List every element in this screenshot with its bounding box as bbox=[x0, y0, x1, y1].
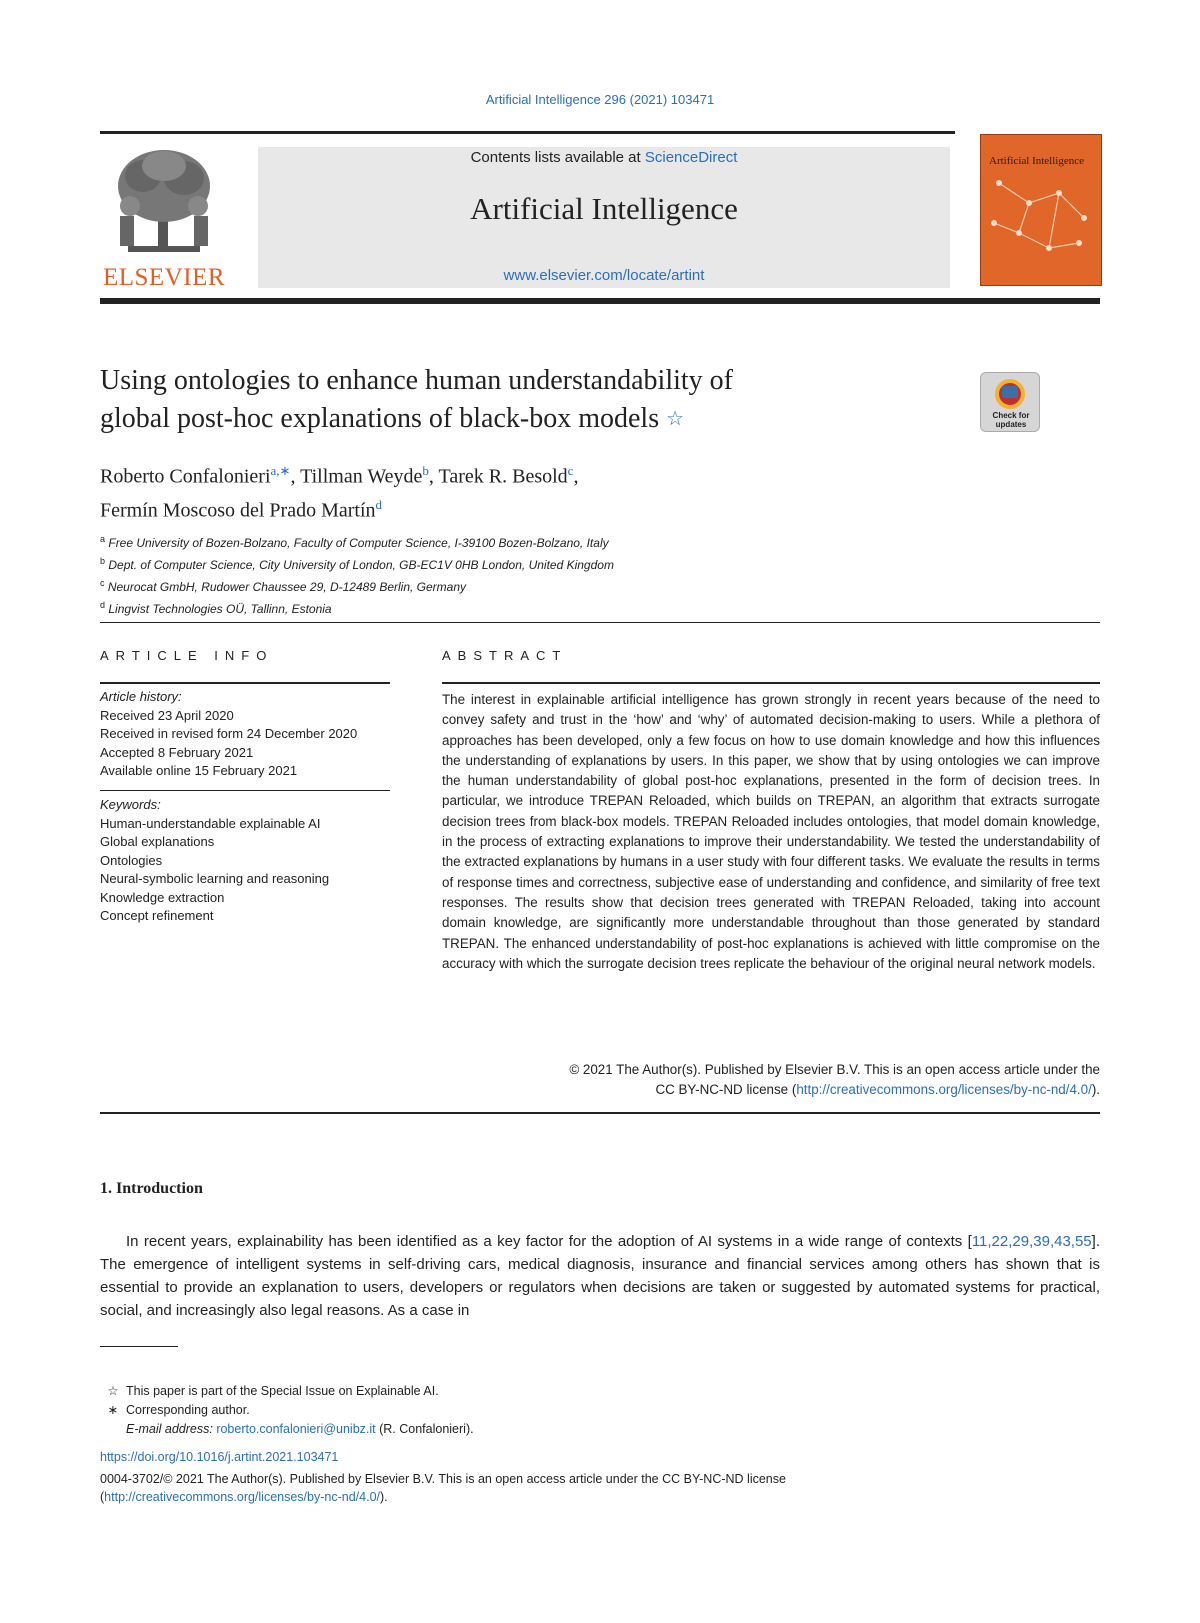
author-sup[interactable]: b bbox=[422, 463, 429, 478]
intro-paragraph bbox=[100, 1230, 1100, 1322]
article-info-heading: ARTICLE INFO bbox=[100, 648, 274, 663]
journal-banner bbox=[258, 147, 950, 288]
journal-reference[interactable]: Artificial Intelligence 296 (2021) 103471 bbox=[485, 92, 715, 107]
author-name[interactable]: Roberto Confalonieri bbox=[100, 465, 271, 488]
license-link[interactable]: http://creativecommons.org/licenses/by-nc-nd/4.0/ bbox=[796, 1082, 1092, 1097]
abstract-copyright bbox=[442, 1060, 1100, 1100]
author-sup[interactable]: c bbox=[567, 463, 574, 478]
footnote-star-mark: ☆ bbox=[107, 1384, 119, 1398]
header-top-rule bbox=[100, 131, 955, 134]
check-for-updates-button[interactable] bbox=[980, 372, 1040, 432]
email-suffix: (R. Confalonieri). bbox=[375, 1422, 474, 1436]
history-label: Article history: bbox=[100, 689, 182, 704]
issn-license-link[interactable]: http://creativecommons.org/licenses/by-nc-nd/4.0/ bbox=[104, 1490, 380, 1504]
elsevier-tree-icon bbox=[108, 146, 220, 264]
keyword-item: Concept refinement bbox=[100, 908, 214, 923]
intro-text-a: In recent years, explainability has been identified as a key factor for the adoption of AI systems in a wide range of contexts [ bbox=[126, 1233, 972, 1250]
footnote-star-text: This paper is part of the Special Issue on Explainable AI. bbox=[126, 1384, 439, 1398]
header-bottom-rule bbox=[100, 298, 1100, 304]
affiliation-mark: d bbox=[100, 600, 106, 610]
cover-title: Artificial Intelligence bbox=[989, 155, 1084, 167]
keywords-label: Keywords: bbox=[100, 797, 161, 812]
abstract-rule bbox=[442, 682, 1100, 684]
section-heading-introduction: 1. Introduction bbox=[100, 1180, 203, 1197]
keyword-item: Global explanations bbox=[100, 834, 215, 849]
affiliation-text: Dept. of Computer Science, City University of London, GB-EC1V 0HB London, United Kingdom bbox=[108, 558, 614, 572]
keyword-item: Neural-symbolic learning and reasoning bbox=[100, 871, 330, 886]
keywords-rule bbox=[100, 790, 390, 791]
affiliation-mark: c bbox=[100, 578, 105, 588]
keyword-item: Human-understandable explainable AI bbox=[100, 815, 321, 831]
author-name[interactable]: Fermín Moscoso del Prado Martín bbox=[100, 499, 376, 522]
cover-graph-icon bbox=[989, 173, 1093, 268]
author-sup[interactable]: d bbox=[375, 496, 383, 512]
contents-line bbox=[258, 149, 950, 166]
info-top-rule bbox=[100, 622, 1100, 623]
issn-line: 0004-3702/© 2021 The Author(s). Published by Elsevier B.V. This is an open access article under the CC BY-NC-ND license bbox=[100, 1472, 786, 1486]
author-separator: , bbox=[573, 465, 579, 488]
affiliation-item bbox=[100, 596, 1000, 618]
issn-suffix: ). bbox=[380, 1490, 388, 1504]
history-item: Received 23 April 2020 bbox=[100, 707, 234, 723]
abstract-text: The interest in explainable artificial intelligence has grown strongly in recent years because of the need to convey safety and trust in the ‘how’ and ‘why’ of automated decision-making to users. While a plethora of approaches has been developed, only a few focus on how to use domain knowledge and how this influences the understanding of explanations by users. In this paper, we show that by using ontologies we can improve the human understandability of global post-hoc explanations, presented in the form of decision trees. In particular, we introduce TREPAN Reloaded, which builds on TREPAN, an algorithm that extracts surrogate decision trees from black-box models. TREPAN Reloaded includes ontologies, that model domain knowledge, in the process of extracting explanations to improve their understandability. We tested the understandability of the extracted explanations by humans in a user study with four different tasks. We evaluate the results in terms of response times and correctness, subjective ease of understanding and confidence, and similarity of free text responses. The results show that decision trees generated with TREPAN Reloaded, taking into account domain knowledge, are significantly more understandable throughout than those generated by standard TREPAN. The enhanced understandability of post-hoc explanations is achieved with little compromise on the accuracy with which the surrogate decision trees replicate the behaviour of the original neural network models. bbox=[442, 692, 1100, 971]
copyright-line-1: © 2021 The Author(s). Published by Elsevier B.V. This is an open access article under the bbox=[569, 1062, 1100, 1077]
issn-license bbox=[100, 1470, 1000, 1506]
author-name[interactable]: Tillman Weyde bbox=[300, 465, 423, 488]
keyword-item: Ontologies bbox=[100, 852, 163, 868]
footnotes bbox=[100, 1382, 900, 1439]
footnote-email bbox=[100, 1420, 900, 1439]
affiliation-text: Lingvist Technologies OÜ, Tallinn, Estonia bbox=[108, 602, 332, 616]
abstract-heading: ABSTRACT bbox=[442, 648, 568, 663]
check-updates-label: Check for updates bbox=[992, 411, 1030, 429]
footnote-rule bbox=[100, 1346, 178, 1347]
author-separator: , bbox=[428, 465, 439, 488]
title-line-1: Using ontologies to enhance human understandability of bbox=[100, 365, 733, 396]
sciencedirect-link[interactable]: ScienceDirect bbox=[644, 149, 738, 166]
copyright-suffix: ). bbox=[1091, 1082, 1100, 1097]
intro-text-b: ]. The emergence of intelligent systems in self-driving cars, medical diagnosis, insurance and financial services among others has shown that is essential to provide an explanation to users, developers or regulators when decisions are taken or suggested by automated systems for practical, social, and increasingly also legal reasons. As a case in bbox=[100, 1233, 1100, 1319]
author-sup[interactable]: a,∗ bbox=[270, 463, 291, 478]
email-link[interactable]: roberto.confalonieri@unibz.it bbox=[216, 1422, 376, 1436]
email-label: E-mail address: bbox=[126, 1422, 217, 1436]
history-item: Available online 15 February 2021 bbox=[100, 763, 298, 778]
affiliation-item bbox=[100, 574, 1000, 596]
title-footnote-star[interactable]: ☆ bbox=[666, 408, 685, 430]
doi-link[interactable]: https://doi.org/10.1016/j.artint.2021.103471 bbox=[100, 1450, 339, 1464]
affiliations bbox=[100, 530, 1000, 618]
affiliation-mark: b bbox=[100, 556, 106, 566]
affiliation-mark: a bbox=[100, 534, 106, 544]
footnote-star bbox=[100, 1382, 900, 1401]
article-info-rule bbox=[100, 682, 390, 684]
footnote-corresponding bbox=[100, 1401, 900, 1420]
history-item: Accepted 8 February 2021 bbox=[100, 744, 254, 760]
check-updates-bookmark-icon bbox=[1002, 386, 1018, 398]
elsevier-logo[interactable] bbox=[100, 142, 228, 292]
article-history bbox=[100, 688, 400, 781]
copyright-prefix: CC BY-NC-ND license ( bbox=[655, 1082, 797, 1097]
journal-url-link[interactable]: www.elsevier.com/locate/artint bbox=[503, 267, 705, 284]
journal-title: Artificial Intelligence bbox=[470, 191, 738, 226]
history-item: Received in revised form 24 December 2020 bbox=[100, 726, 358, 741]
author-name[interactable]: Tarek R. Besold bbox=[438, 465, 568, 488]
footnote-corr-mark: ∗ bbox=[107, 1403, 119, 1417]
author-list bbox=[100, 457, 1000, 524]
affiliation-item bbox=[100, 530, 1000, 552]
author-separator: , bbox=[290, 465, 301, 488]
issn-license-line: (http://creativecommons.org/licenses/by-nc-nd/4.0/). bbox=[100, 1490, 388, 1504]
journal-cover[interactable] bbox=[980, 134, 1102, 286]
copyright-line-2 bbox=[442, 1080, 1100, 1100]
citation-links[interactable]: 11,22,29,39,43,55 bbox=[971, 1233, 1092, 1250]
affiliation-text: Free University of Bozen-Bolzano, Faculty of Computer Science, I-39100 Bozen-Bolzano, Italy bbox=[108, 536, 609, 550]
elsevier-wordmark: ELSEVIER bbox=[102, 264, 226, 291]
paper-title bbox=[100, 362, 900, 438]
keywords bbox=[100, 796, 400, 926]
title-line-2: global post-hoc explanations of black-box models bbox=[100, 403, 660, 434]
affiliation-item bbox=[100, 552, 1000, 574]
affiliation-text: Neurocat GmbH, Rudower Chaussee 29, D-12489 Berlin, Germany bbox=[107, 580, 467, 594]
abstract-bottom-rule bbox=[100, 1112, 1100, 1114]
footnote-corr-text: Corresponding author. bbox=[126, 1403, 250, 1417]
keyword-item: Knowledge extraction bbox=[100, 889, 225, 905]
contents-prefix: Contents lists available at bbox=[470, 149, 645, 166]
